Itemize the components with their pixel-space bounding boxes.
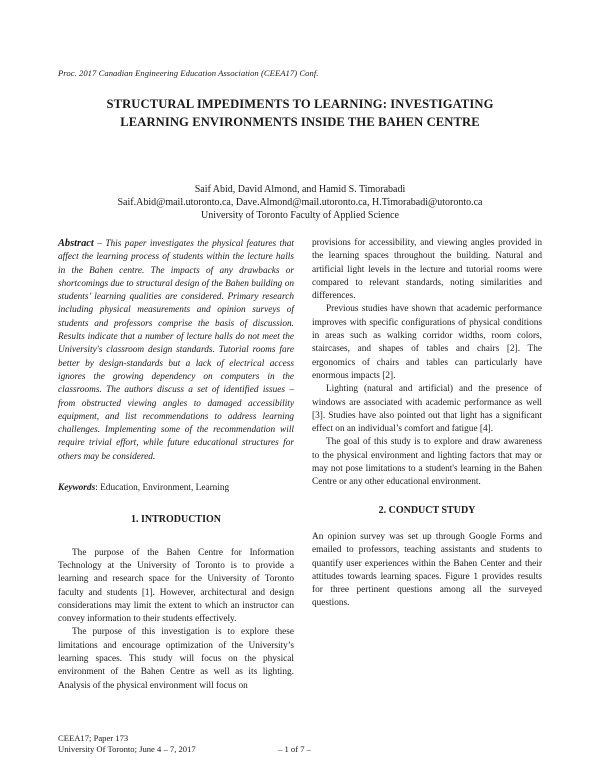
conduct-paragraph-1: An opinion survey was set up through Google Forms and emailed to professors, teaching assistants and students to quantify user experiences within the Bahen Center and their attitudes towards learning spaces. Figure 1 provides results for three pertinent questions among all the surveyed questions. <box>312 531 542 609</box>
abstract-label: Abstract <box>58 238 94 249</box>
title-line-1: STRUCTURAL IMPEDIMENTS TO LEARNING: INVESTIGATING <box>106 97 494 111</box>
author-block <box>50 183 550 222</box>
intro-paragraph-5: The goal of this study is to explore and draw awareness to the physical environment and lighting factors that may or may not pose limitations to a student's learning in the Bahen Centre or any other educational environment. <box>312 437 542 488</box>
keywords-text: : Education, Environment, Learning <box>95 483 230 494</box>
author-names: Saif Abid, David Almond, and Hamid S. Timorabadi <box>194 184 406 195</box>
footer-paper-id: CEEA17; Paper 173 <box>58 733 129 743</box>
left-column <box>58 237 294 693</box>
author-affiliation: University of Toronto Faculty of Applied Science <box>201 210 399 221</box>
abstract-text: – This paper investigates the physical features that affect the learning process of students within the lecture halls in the Bahen centre. The impacts of any drawbacks or shortcomings due to structural design of the Bahen building on students’ learning qualities are considered. Primary research including physical measurements and opinion surveys of students and professors comprise the basis of discussion. Results indicate that a number of lecture halls do not meet the University's classroom design standards. Tutorial rooms fare better by design-standards but a lack of electrical access ignores the growing dependency on computers in the classrooms. The authors discuss a set of identified issues – from obstructed viewing angles to damaged accessibility equipment, and list recommendations to address learning challenges. Implementing some of the recommendation will require trivial effort, while future educational structures for others may be considered. <box>58 239 294 462</box>
section-heading-introduction: 1. INTRODUCTION <box>130 514 221 526</box>
intro-paragraph-3: Previous studies have shown that academic performance improves with specific configurations of physical conditions in areas such as walking corridor widths, room colors, staircases, and shapes of tables and chairs [2]. The ergonomics of chairs and tables can particularly have enormous impacts [2]. <box>312 304 542 381</box>
footer-venue-date: University Of Toronto; June 4 – 7, 2017 <box>58 744 196 754</box>
intro-paragraph-2: The purpose of this investigation is to explore these limitations and encourage optimization of the University’s learning spaces. This study will focus on the physical environment of the Bahen Centre as well as its lighting. Analysis of the physical environment will focus on <box>58 627 294 691</box>
abstract <box>58 237 294 464</box>
keywords-label: Keywords <box>58 483 96 494</box>
intro-paragraph-2-continued: provisions for accessibility, and viewing angles provided in the learning spaces throughout the building. Natural and artificial light levels in the lecture and tutorial rooms were compared to relevant standards, noting similarities and differences. <box>312 238 542 302</box>
page-footer <box>58 733 196 755</box>
keywords <box>58 482 294 495</box>
title-line-2: LEARNING ENVIRONMENTS INSIDE THE BAHEN CENTRE <box>120 115 480 129</box>
page-number: – 1 of 7 – <box>278 744 311 754</box>
intro-paragraph-4: Lighting (natural and artificial) and the presence of windows are associated with academic performance as well [3]. Studies have also pointed out that light has a significant effect on an individual’s comfort and fatigue [4]. <box>312 384 542 435</box>
right-column <box>312 237 542 611</box>
paper-title <box>50 95 550 131</box>
intro-paragraph-1: The purpose of the Bahen Centre for Information Technology at the University of Toronto is to provide a learning and research space for the University of Toronto faculty and students [1]. However, architectural and design considerations may limit the extent to which an instructor can convey information to their students effectively. <box>58 547 294 625</box>
section-heading-conduct-study: 2. CONDUCT STUDY <box>378 504 476 516</box>
author-emails: Saif.Abid@mail.utoronto.ca, Dave.Almond@mail.utoronto.ca, H.Timorabadi@utoronto.ca <box>117 197 483 208</box>
conference-header: Proc. 2017 Canadian Engineering Education Association (CEEA17) Conf. <box>58 68 319 78</box>
